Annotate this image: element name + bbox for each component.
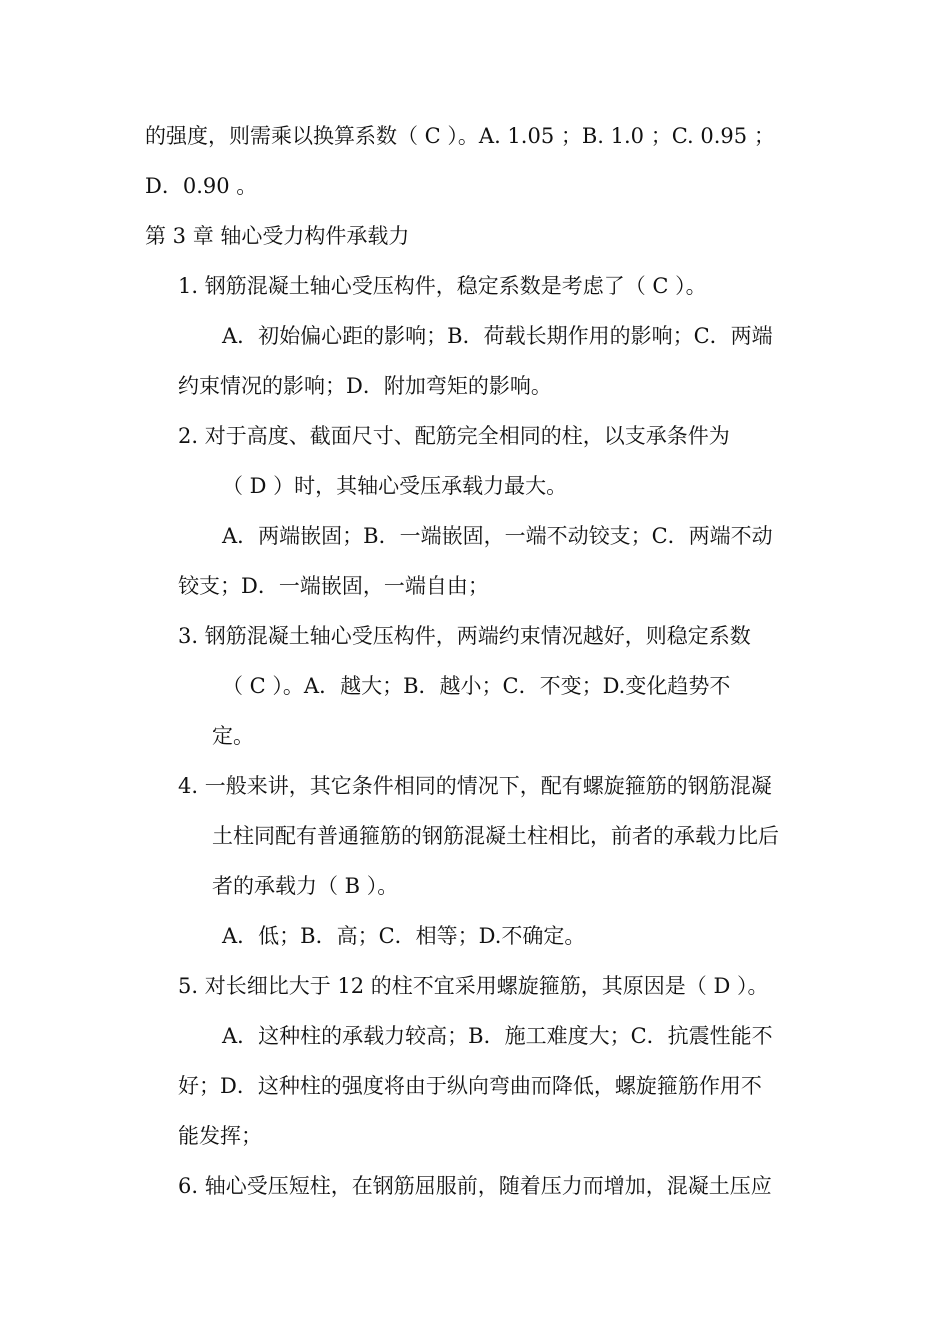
question-4-options: A．低；B．高；C．相等；D.不确定。	[222, 924, 586, 948]
text-line: D．0.90 。	[145, 174, 258, 198]
question-1-options-cont: 约束情况的影响；D．附加弯矩的影响。	[178, 374, 552, 398]
question-1-options: A．初始偏心距的影响；B．荷载长期作用的影响；C．两端	[222, 324, 773, 348]
question-4-cont2: 者的承载力（ B ）。	[212, 874, 399, 898]
question-5-options-cont: 好；D．这种柱的强度将由于纵向弯曲而降低，螺旋箍筋作用不	[178, 1074, 762, 1098]
question-2-options: A．两端嵌固；B．一端嵌固，一端不动铰支；C．两端不动	[222, 524, 773, 548]
question-1: 1. 钢筋混凝土轴心受压构件，稳定系数是考虑了（ C ）。	[178, 274, 707, 298]
chapter-heading: 第 3 章 轴心受力构件承载力	[145, 224, 410, 248]
question-5-options: A．这种柱的承载力较高；B．施工难度大；C．抗震性能不	[222, 1024, 773, 1048]
text-line: 的强度，则需乘以换算系数（ C ）。A. 1.05 ；B. 1.0 ；C. 0.95 ；	[145, 124, 775, 148]
question-4-cont: 土柱同配有普通箍筋的钢筋混凝土柱相比，前者的承载力比后	[212, 824, 779, 848]
question-6: 6. 轴心受压短柱，在钢筋屈服前，随着压力而增加，混凝土压应	[178, 1174, 772, 1198]
question-5: 5. 对长细比大于 12 的柱不宜采用螺旋箍筋，其原因是（ D ）。	[178, 974, 769, 998]
question-4: 4. 一般来讲，其它条件相同的情况下，配有螺旋箍筋的钢筋混凝	[178, 774, 772, 798]
question-3-cont2: 定。	[212, 724, 254, 748]
question-3: 3. 钢筋混凝土轴心受压构件，两端约束情况越好，则稳定系数	[178, 624, 751, 648]
question-2-options-cont: 铰支；D．一端嵌固，一端自由；	[178, 574, 489, 598]
question-2: 2. 对于高度、截面尺寸、配筋完全相同的柱，以支承条件为	[178, 424, 730, 448]
question-5-options-cont2: 能发挥；	[178, 1124, 262, 1148]
question-2-cont: （ D ）时，其轴心受压承载力最大。	[222, 474, 568, 498]
question-3-cont: （ C ）。A．越大；B．越小；C．不变；D.变化趋势不	[222, 674, 731, 698]
